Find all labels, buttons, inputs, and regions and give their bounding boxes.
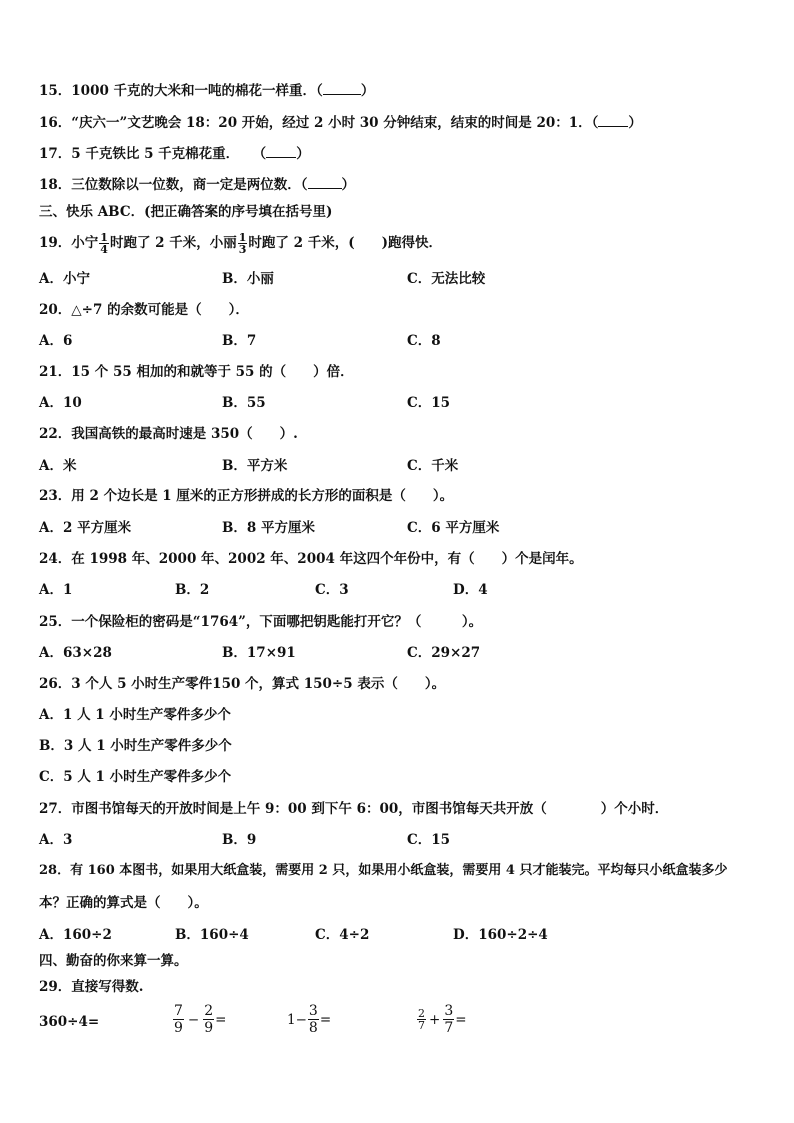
question-16: 16．“庆六一”文艺晚会 18：20 开始，经过 2 小时 30 分钟结束，结束的时间是 20：1．（ ）	[39, 115, 642, 131]
q21-option-b[interactable]: B．55	[222, 395, 266, 411]
q26-option-c[interactable]: C．5 人 1 小时生产零件多少个	[39, 769, 232, 785]
question-29: 29．直接写得数.	[39, 979, 144, 995]
q20-option-c[interactable]: C．8	[407, 333, 441, 349]
q26-option-b[interactable]: B．3 人 1 小时生产零件多少个	[39, 738, 232, 754]
q25-option-b[interactable]: B．17×91	[222, 645, 296, 661]
question-21: 21．15 个 55 相加的和就等于 55 的（ ）倍．	[39, 364, 354, 380]
question-28-line-2: 本？正确的算式是（ ）。	[39, 895, 208, 911]
answer-blank[interactable]	[308, 176, 342, 189]
q28-option-d[interactable]: D．160÷2÷4	[453, 927, 548, 943]
q22-option-a[interactable]: A．米	[39, 458, 77, 474]
question-27: 27．市图书馆每天的开放时间是上午 9：00 到下午 6：00，市图书馆每天共开放（ ）个小时．	[39, 801, 669, 817]
q28-option-b[interactable]: B．160÷4	[175, 927, 249, 943]
q28-option-c[interactable]: C．4÷2	[315, 927, 370, 943]
q25-option-a[interactable]: A．63×28	[39, 645, 112, 661]
calc-item-3: 1− $\frac{3}{8}$ =	[287, 1003, 332, 1036]
q22-option-b[interactable]: B．平方米	[222, 458, 288, 474]
q27-option-a[interactable]: A．3	[39, 832, 73, 848]
question-25: 25．一个保险柜的密码是“1764”，下面哪把钥匙能打开它？（ ）。	[39, 614, 483, 630]
question-28-line-1: 28．有 160 本图书，如果用大纸盒装，需要用 2 只，如果用小纸盒装，需要用 4 只才能装完。平均每只小纸盒装多少	[39, 863, 728, 878]
question-23: 23．用 2 个边长是 1 厘米的正方形拼成的长方形的面积是（ ）。	[39, 488, 454, 504]
q28-option-a[interactable]: A．160÷2	[39, 927, 112, 943]
q21-option-c[interactable]: C．15	[407, 395, 451, 411]
section-4-heading: 四、勤奋的你来算一算。	[39, 953, 188, 969]
answer-blank[interactable]	[323, 82, 361, 95]
question-15: 15．1000 千克的大米和一吨的棉花一样重．（ ）	[39, 83, 375, 99]
calc-item-1: 360÷4=	[39, 1014, 100, 1030]
q20-option-a[interactable]: A．6	[39, 333, 73, 349]
section-3-heading: 三、快乐 ABC．(把正确答案的序号填在括号里)	[39, 204, 333, 220]
fraction-one-quarter: $\frac{1}{4}$	[100, 231, 108, 256]
answer-blank[interactable]	[266, 145, 296, 158]
q19-option-c[interactable]: C．无法比较	[407, 271, 486, 287]
question-17: 17．5 千克铁比 5 千克棉花重． （ ）	[39, 146, 310, 162]
q26-option-a[interactable]: A．1 人 1 小时生产零件多少个	[39, 707, 231, 723]
q22-option-c[interactable]: C．千米	[407, 458, 459, 474]
answer-blank[interactable]	[598, 114, 628, 127]
q21-option-a[interactable]: A．10	[39, 395, 82, 411]
question-20: 20．△÷7 的余数可能是（ ）．	[39, 302, 249, 318]
question-24: 24．在 1998 年、2000 年、2002 年、2004 年这四个年份中，有（ ）个是闰年。	[39, 551, 583, 567]
q23-option-c[interactable]: C．6 平方厘米	[407, 520, 500, 536]
q24-option-c[interactable]: C．3	[315, 582, 349, 598]
q20-option-b[interactable]: B．7	[222, 333, 257, 349]
q23-option-b[interactable]: B．8 平方厘米	[222, 520, 316, 536]
question-18: 18．三位数除以一位数，商一定是两位数．（ ）	[39, 177, 356, 193]
q27-option-c[interactable]: C．15	[407, 832, 451, 848]
calc-item-4: $\frac{2}{7}$ + $\frac{3}{7}$ =	[418, 1003, 467, 1036]
q23-option-a[interactable]: A．2 平方厘米	[39, 520, 132, 536]
fraction-one-third: $\frac{1}{3}$	[238, 231, 247, 256]
q19-option-a[interactable]: A．小宁	[39, 271, 90, 287]
question-26: 26．3 个人 5 小时生产零件150 个，算式 150÷5 表示（ ）。	[39, 676, 446, 692]
question-22: 22．我国高铁的最高时速是 350（ ）.	[39, 426, 298, 442]
q25-option-c[interactable]: C．29×27	[407, 645, 481, 661]
q24-option-a[interactable]: A．1	[39, 582, 73, 598]
q19-option-b[interactable]: B．小丽	[222, 271, 274, 287]
calc-item-2: $\frac{7}{9}$ − $\frac{2}{9}$ =	[174, 1003, 227, 1036]
q24-option-d[interactable]: D．4	[453, 582, 488, 598]
q27-option-b[interactable]: B．9	[222, 832, 257, 848]
question-19: 19．小宁 $\frac{1}{4}$ 时跑了 2 千米，小丽 $\frac{1}{3}$ 时跑了 2 千米，( )跑得快．	[39, 231, 442, 256]
q24-option-b[interactable]: B．2	[175, 582, 210, 598]
